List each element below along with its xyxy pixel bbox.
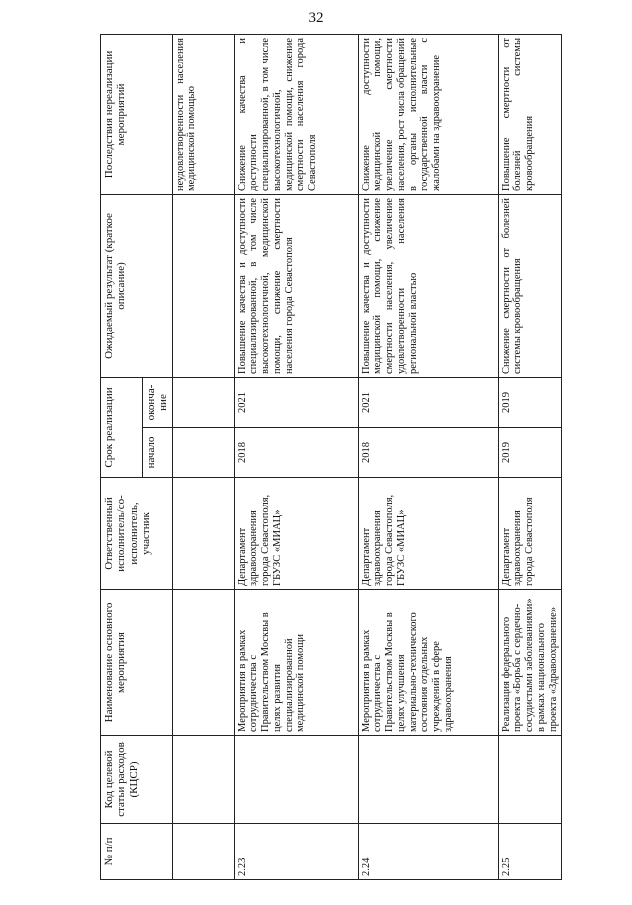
row-responsible: Департамент здравоохранения города Севастополя, ГБУЗС «МИАЦ» [358, 478, 498, 590]
cont-end [172, 377, 234, 427]
header-row [101, 34, 143, 879]
row-name: Мероприятия в рамках сотрудничества с Правительством Москвы в целях развития специализированной медицинской помощи [234, 590, 358, 736]
row-consequence: Снижение качества и доступности специализированной, в том числе высокотехнологичной, медицинской помощи, снижение смертности населения города Севастополя [234, 34, 358, 194]
cont-responsible [172, 478, 234, 590]
row-result: Повышение качества и доступности специализированной, в том числе высокотехнологичной, медицинской помощи, снижение смертности населения города Севастополя [234, 194, 358, 377]
row-start: 2018 [234, 428, 358, 478]
table-row [234, 34, 358, 879]
continuation-row [172, 34, 234, 879]
header-end: оконча-ние [143, 377, 173, 427]
row-kcsr [358, 736, 498, 824]
row-kcsr [498, 736, 562, 824]
cont-start [172, 428, 234, 478]
row-num: 2.23 [234, 824, 358, 880]
row-result: Повышение качества и доступности медицинской помощи, снижение смертности населения, увеличение удовлетворенности населения региональной властью [358, 194, 498, 377]
header-kcsr: Код целевой статьи расходов (КЦСР) [101, 736, 173, 824]
header-responsible: Ответственный исполнитель/со-исполнитель, участник [101, 478, 173, 590]
cont-kcsr [172, 736, 234, 824]
row-name: Мероприятия в рамках сотрудничества с Правительством Москвы в целях улучшения материально-технического состояния отдельных учреждений в сфере здравоохранения [358, 590, 498, 736]
header-period: Срок реализации [101, 377, 143, 477]
row-end: 2021 [234, 377, 358, 427]
row-num: 2.24 [358, 824, 498, 880]
cont-num [172, 824, 234, 880]
row-responsible: Департамент здравоохранения города Севастополя, ГБУЗС «МИАЦ» [234, 478, 358, 590]
cont-name [172, 590, 234, 736]
header-start: начало [143, 428, 173, 478]
row-num: 2.25 [498, 824, 562, 880]
table-row [498, 34, 562, 879]
header-num: № п/п [101, 824, 173, 880]
row-start: 2018 [358, 428, 498, 478]
header-consequences: Последствия нереализации мероприятий [101, 34, 173, 194]
row-end: 2021 [358, 377, 498, 427]
row-name: Реализация федерального проекта «Борьба с сердечно-сосудистыми заболеваниями» в рамках национального проекта «Здравоохранение» [498, 590, 562, 736]
header-result: Ожидаемый результат (краткое описание) [101, 194, 173, 377]
row-kcsr [234, 736, 358, 824]
row-consequence: Повышение смертности от болезней системы кровообращения [498, 34, 562, 194]
row-consequence: Снижение доступности медицинской помощи, увеличение смертности населения, рост числа обращений в органы исполнительные государственной власти с жалобами на здравоохранение [358, 34, 498, 194]
cont-result [172, 194, 234, 377]
header-name: Наименование основного мероприятия [101, 590, 173, 736]
row-result: Снижение смертности от болезней системы кровообращения [498, 194, 562, 377]
row-end: 2019 [498, 377, 562, 427]
row-start: 2019 [498, 428, 562, 478]
measures-table [100, 34, 562, 880]
table-row [358, 34, 498, 879]
cont-consequence: неудовлетворенности населения медицинской помощью [172, 34, 234, 194]
rotated-table-container [100, 35, 559, 880]
row-responsible: Департамент здравоохранения города Севастополя [498, 478, 562, 590]
page-number: 32 [308, 10, 324, 26]
